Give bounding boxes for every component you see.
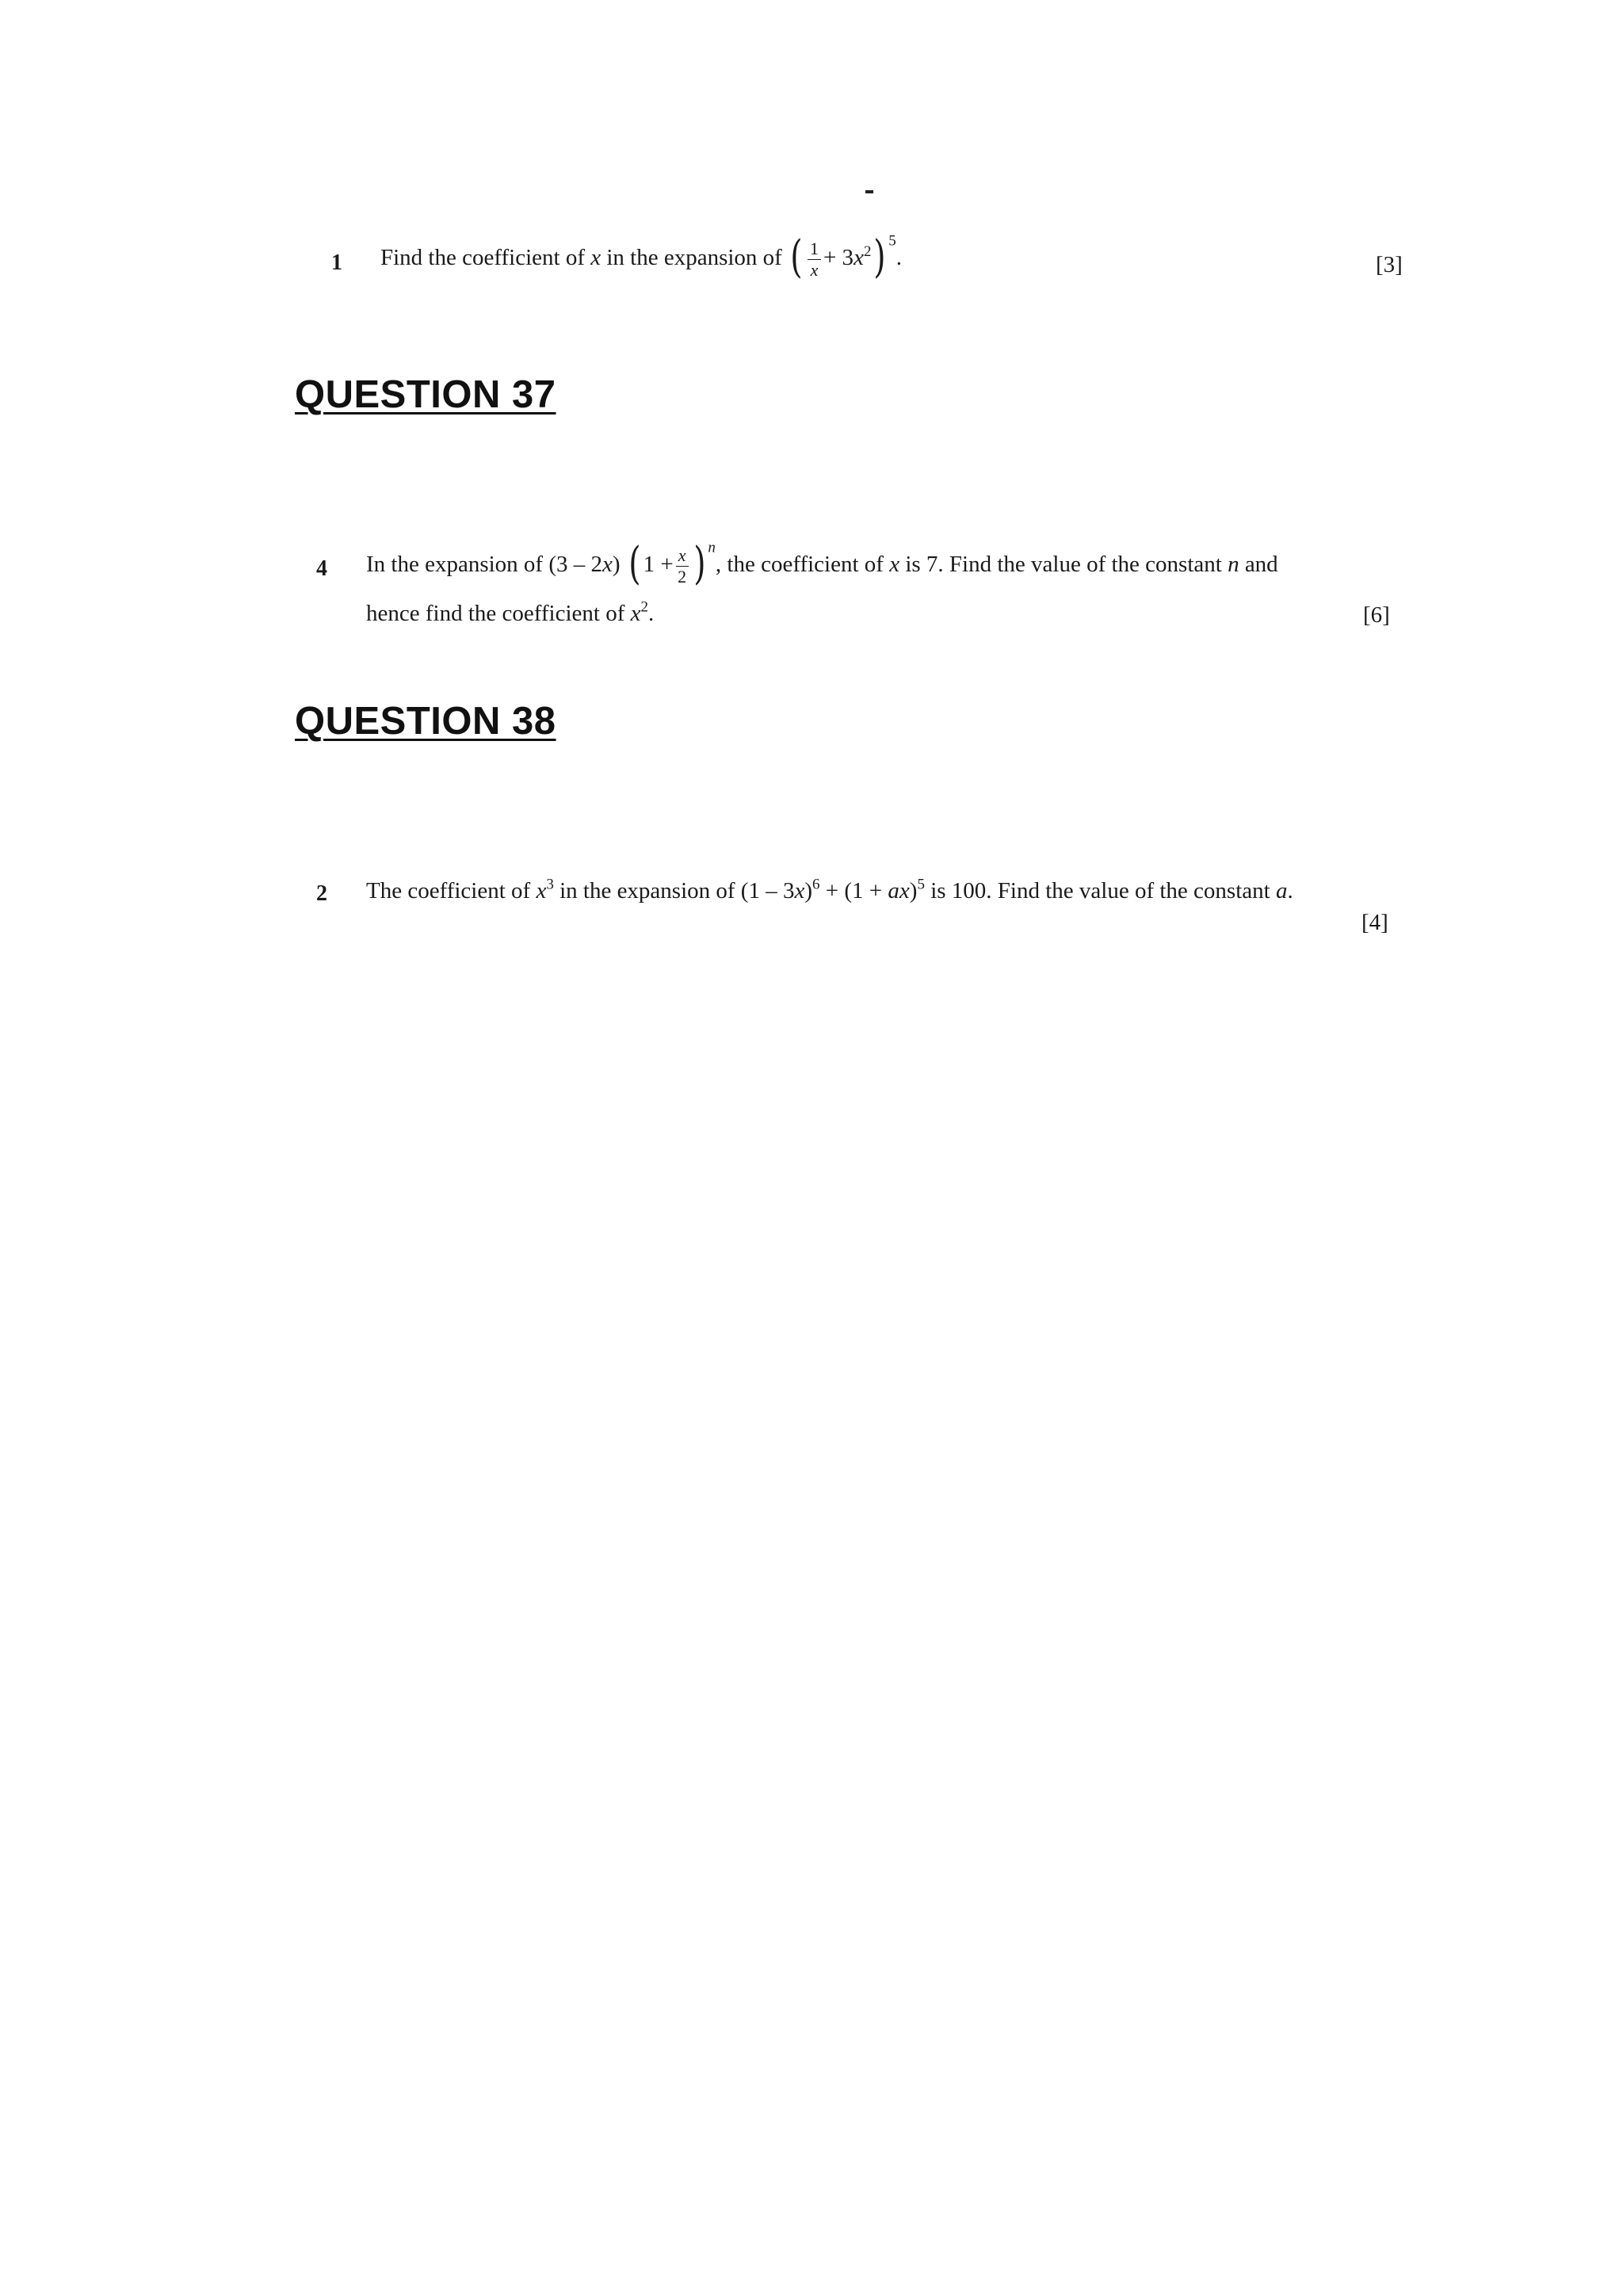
text-segment: is 7. Find the value of the constant <box>905 552 1222 578</box>
section-heading: QUESTION 37 <box>295 373 556 416</box>
math-variable: a <box>888 878 899 904</box>
section-heading: QUESTION 38 <box>295 700 556 743</box>
math-variable: x <box>854 245 864 271</box>
text-segment: . <box>1287 878 1293 904</box>
text-segment: is 100. Find the value of the constant <box>930 878 1270 904</box>
fraction-numerator: 1 <box>808 240 821 260</box>
question-text-line2 <box>366 598 655 627</box>
text-segment: . <box>648 601 655 626</box>
exponent: 5 <box>917 876 925 893</box>
math-variable: x <box>794 878 805 904</box>
outer-exponent: n <box>708 539 716 556</box>
exponent: 2 <box>863 243 872 260</box>
exponent: 2 <box>640 598 648 616</box>
math-variable: x <box>536 878 547 904</box>
fraction-numerator: x <box>676 547 689 567</box>
fraction <box>808 240 821 279</box>
marks-label: [3] <box>1376 252 1403 277</box>
question-text <box>366 878 1293 904</box>
fraction-denominator: x <box>810 260 819 280</box>
text-segment: in the expansion of <box>606 245 782 271</box>
text-segment: + 3 <box>823 245 854 271</box>
fraction-denominator: 2 <box>678 567 687 586</box>
text-segment: in the expansion of (1 – 3 <box>559 878 795 904</box>
math-variable: n <box>1228 552 1239 578</box>
stray-dash-mark <box>865 190 873 193</box>
text-segment: ) <box>612 552 621 578</box>
marks-label: [6] <box>1363 602 1390 628</box>
question-number: 1 <box>331 250 342 275</box>
text-segment: hence find the coefficient of <box>366 601 625 626</box>
exponent: 3 <box>546 876 554 893</box>
question-number: 4 <box>316 556 327 581</box>
text-segment: 1 + <box>643 552 674 578</box>
fraction <box>676 547 689 586</box>
text-segment: In the expansion of (3 – 2 <box>366 552 602 578</box>
math-variable: x <box>889 552 900 578</box>
text-segment: + (1 + <box>825 878 883 904</box>
math-variable: x <box>630 601 641 626</box>
text-segment: The coefficient of <box>366 878 531 904</box>
math-variable: x <box>602 552 613 578</box>
question-number: 2 <box>316 881 327 906</box>
text-segment: ) <box>804 878 813 904</box>
outer-exponent: 5 <box>888 232 896 250</box>
math-variable: x <box>590 245 601 271</box>
text-segment: Find the coefficient of <box>380 245 585 271</box>
question-text: In the expansion of (3 – 2x) ( 1 + $\frac{x}{2}$ ) $^n$, the coefficient of x is 7. Find the value of the constant n and <box>366 537 1278 590</box>
question-text: Find the coefficient of x in the expansion of ( $\frac{1}{x}$ + $3x^2$) $^5$. <box>380 231 903 283</box>
text-segment: ) <box>909 878 918 904</box>
exponent: 6 <box>812 876 820 893</box>
text-segment: . <box>896 245 903 271</box>
math-variable: a <box>1275 878 1288 904</box>
math-variable: x <box>899 878 910 904</box>
text-segment: , the coefficient of <box>715 552 884 578</box>
text-segment: and <box>1244 552 1278 578</box>
marks-label: [4] <box>1361 910 1388 935</box>
